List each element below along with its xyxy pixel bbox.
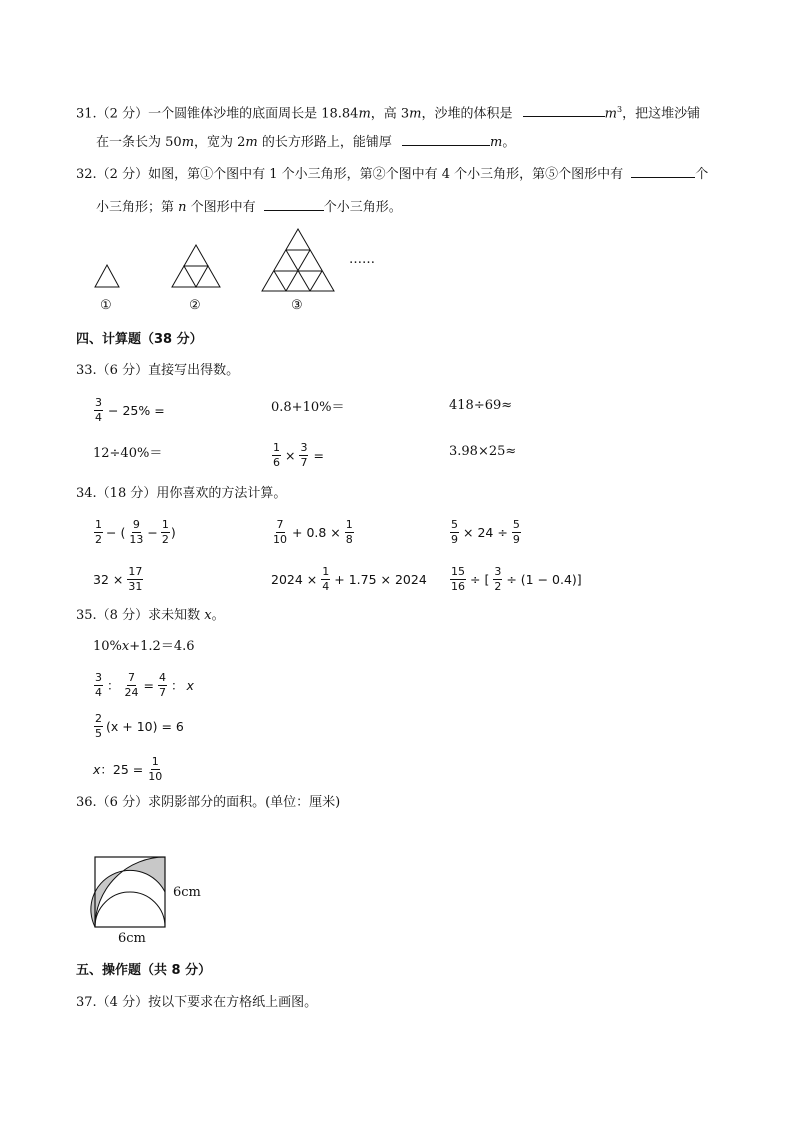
q31-answer-blank-thickness[interactable] [402,131,490,146]
q33-expr-4: 12÷40%＝ [93,445,163,461]
figure-bottom-label: 6cm [118,931,146,946]
q34-expr-f: $\frac{15}{16}$ ÷ [ $\frac{3}{2}$ ÷ (1 − 0.4)] [451,564,582,593]
q32-answer-blank-nth[interactable] [264,196,324,211]
figure-ellipsis: …… [349,252,375,267]
q35-eq-1: 10%x+1.2＝4.6 [93,639,195,654]
q34-expr-c: $\frac{5}{9}$ × 24 ÷ $\frac{5}{9}$ [451,517,520,546]
q33-expr-3: 418÷69≈ [449,397,513,413]
q35-eq-3: $\frac{2}{5}$ (x + 10) = 6 [95,711,184,740]
q32-line2: 小三角形；第 n 个图形中有 个小三角形。 [96,196,402,218]
q32-line1: 32.（2 分）如图，第①个图中有 1 个小三角形，第②个图中有 4 个小三角形，第⑤个图形中有 个 [76,163,708,185]
q33-expr-6: 3.98×25≈ [449,443,517,459]
figure-label-3: ③ [291,298,303,313]
q32-answer-blank-fifth[interactable] [631,163,695,178]
q35-eq-4: x ：25 = $\frac{1}{10}$ [93,754,163,783]
figure-side-label: 6cm [173,885,201,900]
triangle-figure-2 [171,244,221,288]
q34-expr-e: 2024 × $\frac{1}{4}$ + 1.75 × 2024 [271,564,427,593]
q34-expr-a: $\frac{1}{2}$ − ( $\frac{9}{13}$ − $\frac{1}{2}$ ) [95,517,176,546]
q33-expr-2: 0.8+10%＝ [271,399,345,415]
figure-label-2: ② [189,298,201,313]
section-4-title: 四、计算题（38 分） [76,332,203,347]
q33-title: 33.（6 分）直接写出得数。 [76,363,240,378]
section-5-title: 五、操作题（共 8 分） [76,963,212,978]
q33-expr-5: $\frac{1}{6}$ × $\frac{3}{7}$ = [273,440,324,469]
shaded-area-figure [95,857,165,927]
q35-eq-2: $\frac{3}{4}$ ： $\frac{7}{24}$ = $\frac{4}{7}$ ： x [95,670,194,699]
q31-line2: 在一条长为 50m，宽为 2m 的长方形路上，能铺厚 m。 [96,131,515,153]
q36-title: 36.（6 分）求阴影部分的面积。(单位：厘米) [76,795,341,810]
triangle-figure-3 [261,228,335,292]
q31-line1: 31.（2 分）一个圆锥体沙堆的底面周长是 18.84m，高 3m，沙堆的体积是 $m^3$，把这堆沙铺 [76,100,700,124]
q33-expr-1: $\frac{3}{4}$ − 25% = [95,395,165,424]
q34-title: 34.（18 分）用你喜欢的方法计算。 [76,486,287,501]
q37-title: 37.（4 分）按以下要求在方格纸上画图。 [76,995,318,1010]
q34-expr-b: $\frac{7}{10}$ + 0.8 × $\frac{1}{8}$ [273,517,353,546]
q34-expr-d: 32 × $\frac{17}{31}$ [93,564,143,593]
triangle-figure-1 [95,264,120,288]
q35-title: 35.（8 分）求未知数 x。 [76,608,225,623]
q31-answer-blank-volume[interactable] [523,102,605,117]
figure-label-1: ① [100,298,112,313]
